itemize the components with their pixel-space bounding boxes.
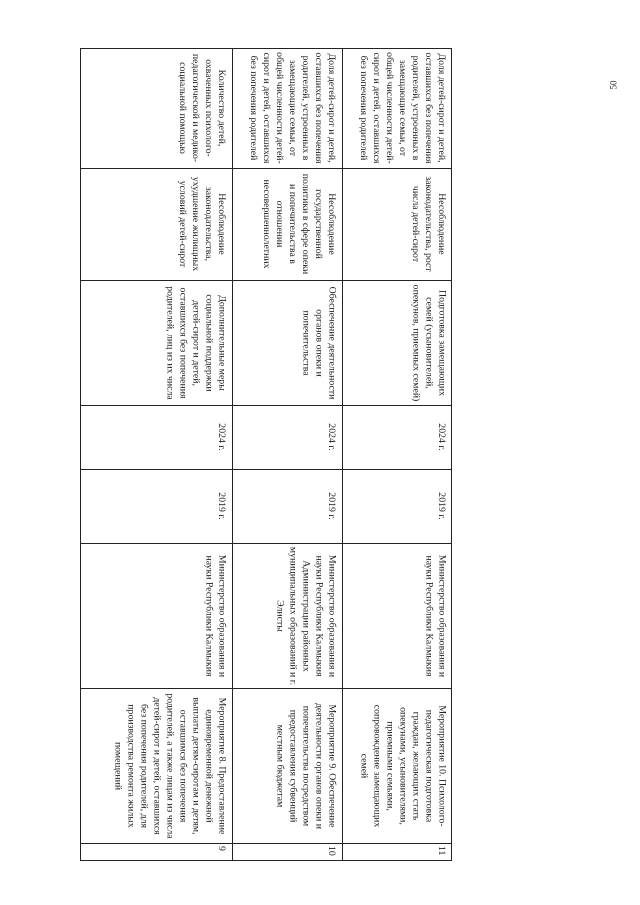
- expected-result-cell-text: Подготовка замещающих семей (усыновителей, опекунов, приемных семей): [410, 284, 447, 401]
- expected-result-cell: [342, 280, 452, 405]
- end-year-cell-text: 2024 г.: [326, 423, 337, 451]
- column-divider: [80, 48, 452, 49]
- expected-result-cell: [232, 280, 342, 405]
- consequences-cell: [232, 168, 342, 280]
- expected-result-cell-text: Обеспечение деятельности органов опеки и попечительства: [300, 286, 337, 399]
- event-cell-text: Мероприятие 9. Обеспечение деятельности органов опеки и попечительства посредством предоставления субвенций местным бюджетам: [274, 702, 337, 829]
- column-divider: [80, 543, 452, 544]
- column-divider: [80, 860, 452, 861]
- column-divider: [80, 280, 452, 281]
- executor-cell-text: Министерство образования и науки Республики Калмыкия: [423, 554, 447, 677]
- executor-cell: [232, 543, 342, 688]
- consequences-cell-text: Несоблюдение государственной политики в сфере опеки и попечительства в отношении несовершеннолетних: [261, 173, 337, 275]
- document-table: [80, 48, 452, 861]
- page-number: 50: [608, 80, 618, 90]
- end-year-cell: [80, 405, 232, 469]
- row-number-text: 10: [326, 846, 337, 856]
- event-cell: [80, 688, 232, 843]
- row-divider: [232, 48, 233, 861]
- indicator-cell: [342, 48, 452, 168]
- start-year-cell-text: 2019 г.: [436, 492, 447, 520]
- executor-cell: [342, 543, 452, 688]
- row-number-text: 11: [436, 846, 447, 856]
- expected-result-cell: [80, 280, 232, 405]
- column-divider: [80, 843, 452, 844]
- column-divider: [80, 405, 452, 406]
- consequences-cell-text: Несоблюдение законодательства, рост числа детей-сирот: [410, 176, 447, 272]
- start-year-cell: [342, 469, 452, 543]
- executor-cell-text: Министерство образования и науки Республики Калмыкия Администрации районных муниципальных образований и г. Элисты: [274, 546, 337, 685]
- column-divider: [80, 469, 452, 470]
- executor-cell-text: Министерство образования и науки Республики Калмыкия: [203, 554, 227, 677]
- column-divider: [80, 688, 452, 689]
- table-row: [80, 48, 232, 861]
- end-year-cell-text: 2024 г.: [436, 423, 447, 451]
- consequences-cell: [80, 168, 232, 280]
- consequences-cell-text: Несоблюдение законодательства, ухудшение жилищных условий детей-сирот: [177, 176, 227, 272]
- end-year-cell-text: 2024 г.: [216, 423, 227, 451]
- start-year-cell-text: 2019 г.: [216, 492, 227, 520]
- row-number: [232, 843, 342, 861]
- column-divider: [80, 168, 452, 169]
- event-cell-text: Мероприятие 10. Психолого-педагогическая подготовка граждан, желающих стать опекунами, усыновителями, приемными семьями, сопровождение замещающих семей: [358, 704, 447, 827]
- row-number: [342, 843, 452, 861]
- event-cell: [342, 688, 452, 843]
- start-year-cell-text: 2019 г.: [326, 492, 337, 520]
- indicator-cell: [80, 48, 232, 168]
- table-row: [232, 48, 342, 861]
- row-divider: [451, 48, 452, 861]
- table-row: [342, 48, 452, 861]
- row-number: [80, 843, 232, 861]
- expected-result-cell-text: Дополнительные меры социальной поддержки детей-сирот и детей, оставшихся без попечения родителей, лиц из их числа: [164, 285, 227, 400]
- row-divider: [80, 48, 81, 861]
- indicator-cell-text: Количество детей, охваченных психолого-педагогической и медико-социальной помощью: [177, 53, 227, 163]
- indicator-cell: [232, 48, 342, 168]
- event-cell: [232, 688, 342, 843]
- event-cell-text: Мероприятие 8. Предоставление единовременной денежной выплаты детям-сиротам и детям, оставшимся без попечения родителей, а также лицам из числа детей-сирот и детей, оставшихся без попечения родителей, для производства ремонта жилых помещений: [112, 692, 227, 839]
- start-year-cell: [232, 469, 342, 543]
- indicator-cell-text: Доля детей-сирот и детей, оставшихся без попечения родителей, устроенных в замещающие семьи, от общей численности детей-сирот и детей, оставшихся без попечения родителей: [248, 52, 337, 164]
- end-year-cell: [342, 405, 452, 469]
- consequences-cell: [342, 168, 452, 280]
- row-divider: [342, 48, 343, 861]
- executor-cell: [80, 543, 232, 688]
- row-number-text: 9: [216, 846, 227, 851]
- indicator-cell-text: Доля детей-сирот и детей, оставшихся без попечения родителей, устроенных в замещающие семьи, от общей численности детей-сирот и детей, оставшихся без попечения родителей: [358, 52, 447, 164]
- start-year-cell: [80, 469, 232, 543]
- end-year-cell: [232, 405, 342, 469]
